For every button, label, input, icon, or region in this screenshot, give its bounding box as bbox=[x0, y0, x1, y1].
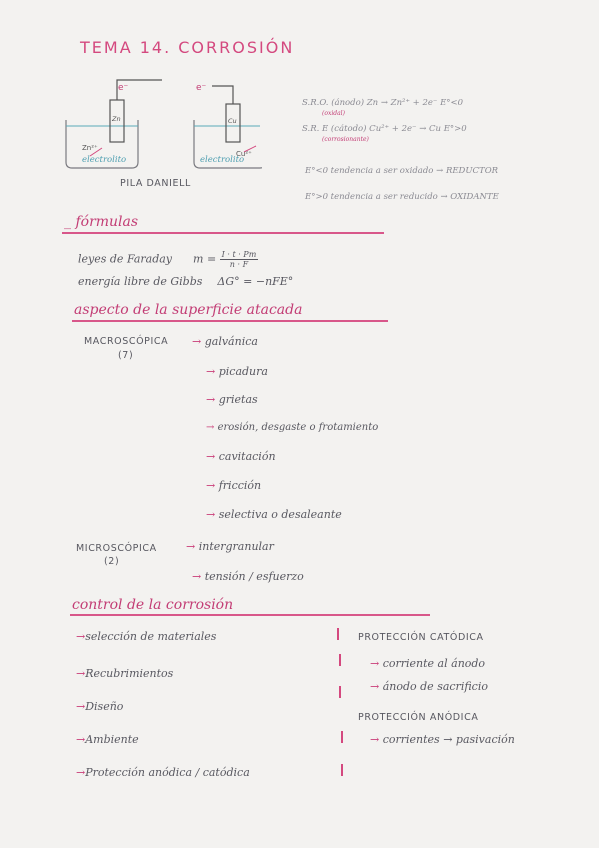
cathodic-item bbox=[370, 657, 485, 670]
column-divider bbox=[339, 686, 341, 698]
column-divider bbox=[337, 628, 339, 640]
column-divider bbox=[341, 731, 343, 743]
macro-item bbox=[206, 393, 258, 406]
arrow-icon: → bbox=[206, 479, 216, 492]
page-title: TEMA 14. CORROSIÓN bbox=[80, 38, 295, 57]
arrow-icon: → bbox=[186, 540, 196, 553]
column-divider bbox=[341, 764, 343, 776]
macro-item bbox=[192, 335, 258, 348]
control-item bbox=[76, 630, 216, 643]
anodic-item bbox=[370, 733, 515, 746]
arrow-icon: → bbox=[76, 630, 86, 643]
macro-item-text: grietas bbox=[218, 393, 258, 406]
faraday-denominator: n · F bbox=[229, 260, 249, 269]
arrow-icon: → bbox=[206, 422, 215, 433]
arrow-icon: → bbox=[206, 450, 216, 463]
cathodic-item bbox=[370, 680, 488, 693]
macro-item-text: fricción bbox=[218, 479, 262, 492]
micro-count: (2) bbox=[104, 556, 120, 567]
macro-item-text: galvánica bbox=[204, 335, 258, 348]
control-item bbox=[76, 733, 139, 746]
control-item-text: Ambiente bbox=[85, 733, 139, 746]
external-wire bbox=[117, 80, 233, 104]
arrow-icon: → bbox=[76, 766, 86, 779]
arrow-icon: → bbox=[192, 570, 202, 583]
arrow-icon: → bbox=[370, 680, 380, 693]
faraday-row bbox=[78, 250, 258, 269]
micro-item bbox=[192, 570, 304, 583]
cathodic-item-text: corriente al ánodo bbox=[382, 657, 486, 670]
zinc-ion-label: Zn²⁺ bbox=[82, 144, 98, 152]
note-cathode-sub: (corrosionante) bbox=[322, 136, 369, 143]
formulas-heading-text: fórmulas bbox=[75, 214, 139, 230]
macro-item bbox=[206, 422, 378, 433]
note-anode-sub: (oxidal) bbox=[322, 110, 345, 117]
control-item bbox=[76, 700, 123, 713]
faraday-fraction bbox=[220, 250, 259, 269]
macro-label: MACROSCÓPICA bbox=[84, 336, 169, 347]
copper-ion-label: Cu²⁺ bbox=[236, 150, 252, 158]
anodic-title: PROTECCIÓN ANÓDICA bbox=[358, 712, 479, 723]
control-heading: control de la corrosión bbox=[72, 597, 234, 613]
arrow-icon: → bbox=[370, 733, 380, 746]
gibbs-row bbox=[78, 275, 293, 288]
macro-item-text: picadura bbox=[218, 365, 268, 378]
anodic-item-text: corrientes → pasivación bbox=[382, 733, 515, 746]
macro-item-text: erosión, desgaste o frotamiento bbox=[217, 422, 379, 433]
macro-item-text: selectiva o desaleante bbox=[218, 508, 342, 521]
micro-label: MICROSCÓPICA bbox=[76, 543, 157, 554]
faraday-numerator: I · t · Pm bbox=[221, 250, 257, 259]
micro-item-text: intergranular bbox=[198, 540, 274, 553]
cathodic-item-text: ánodo de sacrificio bbox=[382, 680, 488, 693]
micro-item bbox=[186, 540, 274, 553]
arrow-icon: → bbox=[206, 508, 216, 521]
cathodic-title: PROTECCIÓN CATÓDICA bbox=[358, 632, 484, 643]
copper-label: Cu bbox=[228, 117, 237, 125]
arrow-icon: → bbox=[206, 393, 216, 406]
right-electron-label: e⁻ bbox=[196, 83, 207, 93]
control-underline bbox=[70, 614, 430, 616]
note-oxidante: E°>0 tendencia a ser reducido → OXIDANTE bbox=[305, 192, 499, 202]
control-item-text: Recubrimientos bbox=[85, 667, 174, 680]
arrow-icon: → bbox=[370, 657, 380, 670]
macro-item bbox=[206, 479, 261, 492]
control-item bbox=[76, 766, 250, 779]
macro-item bbox=[206, 365, 268, 378]
arrow-icon: → bbox=[76, 700, 86, 713]
note-reductor: E°<0 tendencia a ser oxidado → REDUCTOR bbox=[305, 166, 499, 176]
control-item bbox=[76, 667, 173, 680]
macro-count: (7) bbox=[118, 350, 134, 361]
right-electrolyte-label: electrolito bbox=[200, 155, 245, 165]
left-electrolyte-label: electrolito bbox=[82, 155, 127, 165]
control-item-text: selección de materiales bbox=[85, 630, 217, 643]
aspect-heading: aspecto de la superficie atacada bbox=[74, 302, 303, 318]
diagram-caption: PILA DANIELL bbox=[120, 178, 191, 189]
formulas-heading bbox=[64, 214, 138, 230]
zinc-label: Zn bbox=[112, 115, 121, 123]
note-anode-line: S.R.O. (ánodo) Zn → Zn²⁺ + 2e⁻ E°<0 bbox=[302, 98, 464, 108]
control-item-text: Diseño bbox=[85, 700, 124, 713]
left-electron-label: e⁻ bbox=[118, 83, 129, 93]
arrow-icon: → bbox=[192, 335, 202, 348]
note-cathode-line: S.R. E (cátodo) Cu²⁺ + 2e⁻ → Cu E°>0 bbox=[302, 124, 467, 134]
faraday-label: leyes de Faraday bbox=[78, 252, 173, 266]
micro-item-text: tensión / esfuerzo bbox=[204, 570, 304, 583]
macro-item bbox=[206, 508, 342, 521]
heading-dash: _ bbox=[64, 214, 71, 230]
macro-item bbox=[206, 450, 276, 463]
arrow-icon: → bbox=[206, 365, 216, 378]
formulas-underline bbox=[62, 232, 384, 234]
gibbs-equation: ΔG° = −nFE° bbox=[217, 275, 294, 288]
arrow-icon: → bbox=[76, 667, 86, 680]
macro-item-text: cavitación bbox=[218, 450, 276, 463]
aspect-underline bbox=[72, 320, 388, 322]
faraday-lhs: m = bbox=[193, 252, 217, 266]
gibbs-label: energía libre de Gibbs bbox=[78, 275, 203, 288]
arrow-icon: → bbox=[76, 733, 86, 746]
control-item-text: Protección anódica / catódica bbox=[85, 766, 250, 779]
column-divider bbox=[339, 654, 341, 666]
